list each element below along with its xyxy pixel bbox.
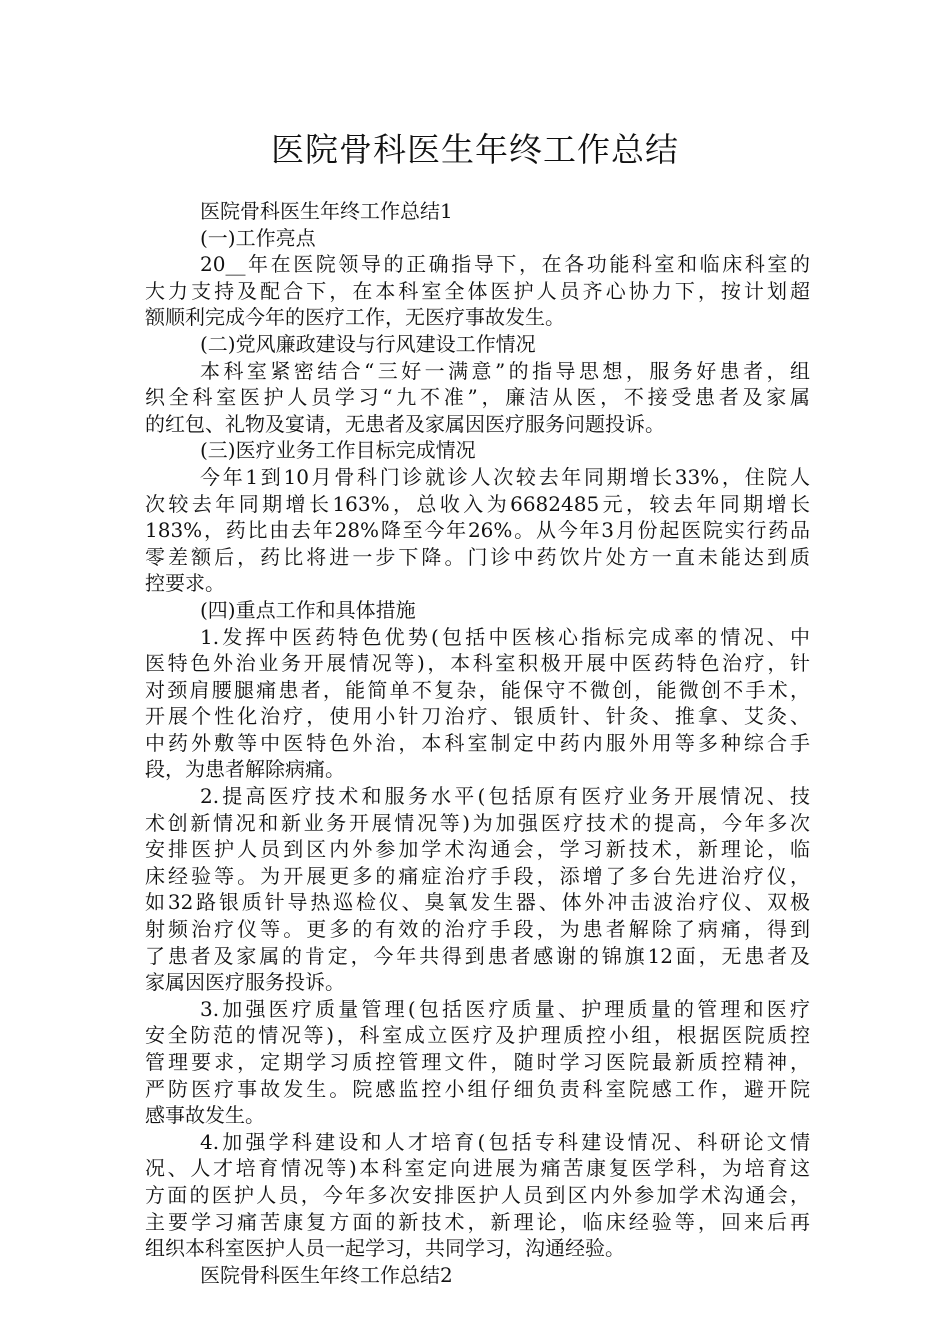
text-line: 控要求。: [145, 571, 225, 596]
text-line: 医特色外治业务开展情况等)，本科室积极开展中医药特色治疗，针: [145, 651, 810, 676]
text-line: 了患者及家属的肯定，今年共得到患者感谢的锦旗12面，无患者及: [145, 943, 810, 968]
text-line: 1.发挥中医药特色优势(包括中医核心指标完成率的情况、中: [200, 624, 810, 649]
text-line: 中药外敷等中医特色外治，本科室制定中药内服外用等多种综合手: [145, 730, 810, 755]
text-line: 3.加强医疗质量管理(包括医疗质量、护理质量的管理和医疗: [200, 996, 810, 1021]
text-line: 如32路银质针导热巡检仪、臭氧发生器、体外冲击波治疗仪、双极: [145, 890, 810, 915]
text-line: 20__年在医院领导的正确指导下，在各功能科室和临床科室的: [200, 252, 810, 277]
text-line: 零差额后，药比将进一步下降。门诊中药饮片处方一直未能达到质: [145, 544, 810, 569]
text-line: 今年1到10月骨科门诊就诊人次较去年同期增长33%，住院人: [200, 464, 810, 489]
text-line: 大力支持及配合下，在本科室全体医护人员齐心协力下，按计划超: [145, 278, 810, 303]
text-line: 的红包、礼物及宴请，无患者及家属因医疗服务问题投诉。: [145, 411, 665, 436]
text-line: (三)医疗业务工作目标完成情况: [200, 438, 476, 463]
text-line: (四)重点工作和具体措施: [200, 597, 416, 622]
text-line: 4.加强学科建设和人才培育(包括专科建设情况、科研论文情: [200, 1129, 810, 1154]
text-line: 管理要求，定期学习质控管理文件，随时学习医院最新质控精神，: [145, 1050, 810, 1074]
text-line: 医院骨科医生年终工作总结2: [200, 1262, 453, 1287]
document-body: [145, 198, 810, 1288]
text-line: 床经验等。为开展更多的痛症治疗手段，添增了多台先进治疗仪，: [145, 863, 810, 888]
text-line: 严防医疗事故发生。院感监控小组仔细负责科室院感工作，避开院: [145, 1076, 810, 1101]
text-line: 本科室紧密结合“三好一满意”的指导思想，服务好患者，组: [200, 358, 810, 383]
text-line: 额顺利完成今年的医疗工作，无医疗事故发生。: [145, 305, 565, 330]
text-line: 段，为患者解除病痛。: [145, 757, 345, 782]
text-line: 射频治疗仪等。更多的有效的治疗手段，为患者解除了病痛，得到: [145, 917, 810, 942]
text-line: 2.提高医疗技术和服务水平(包括原有医疗业务开展情况、技: [200, 784, 810, 809]
text-line: 家属因医疗服务投诉。: [145, 970, 345, 995]
text-line: 安排医护人员到区内外参加学术沟通会，学习新技术，新理论，临: [145, 837, 810, 862]
text-line: 主要学习痛苦康复方面的新技术，新理论，临床经验等，回来后再: [145, 1209, 810, 1234]
text-line: 医院骨科医生年终工作总结1: [200, 199, 453, 223]
text-line: 况、人才培育情况等)本科室定向进展为痛苦康复医学科，为培育这: [145, 1156, 810, 1181]
text-line: 次较去年同期增长163%，总收入为6682485元，较去年同期增长: [145, 491, 810, 516]
text-line: 组织本科室医护人员一起学习，共同学习，沟通经验。: [145, 1236, 625, 1261]
text-line: 183%，药比由去年28%降至今年26%。从今年3月份起医院实行药品: [145, 518, 810, 543]
text-line: 方面的医护人员，今年多次安排医护人员到区内外参加学术沟通会，: [145, 1182, 810, 1207]
text-line: 术创新情况和新业务开展情况等)为加强医疗技术的提高，今年多次: [145, 810, 810, 835]
text-line: 织全科室医护人员学习“九不准”，廉洁从医，不接受患者及家属: [145, 385, 810, 410]
document-title: 医院骨科医生年终工作总结: [271, 130, 679, 169]
text-line: (一)工作亮点: [200, 225, 316, 250]
text-line: 安全防范的情况等)，科室成立医疗及护理质控小组，根据医院质控: [145, 1023, 810, 1048]
text-line: 对颈肩腰腿痛患者，能简单不复杂，能保守不微创，能微创不手术，: [145, 677, 810, 702]
text-line: (二)党风廉政建设与行风建设工作情况: [200, 331, 536, 356]
text-line: 开展个性化治疗，使用小针刀治疗、银质针、针灸、推拿、艾灸、: [145, 704, 810, 729]
text-line: 感事故发生。: [145, 1103, 265, 1128]
